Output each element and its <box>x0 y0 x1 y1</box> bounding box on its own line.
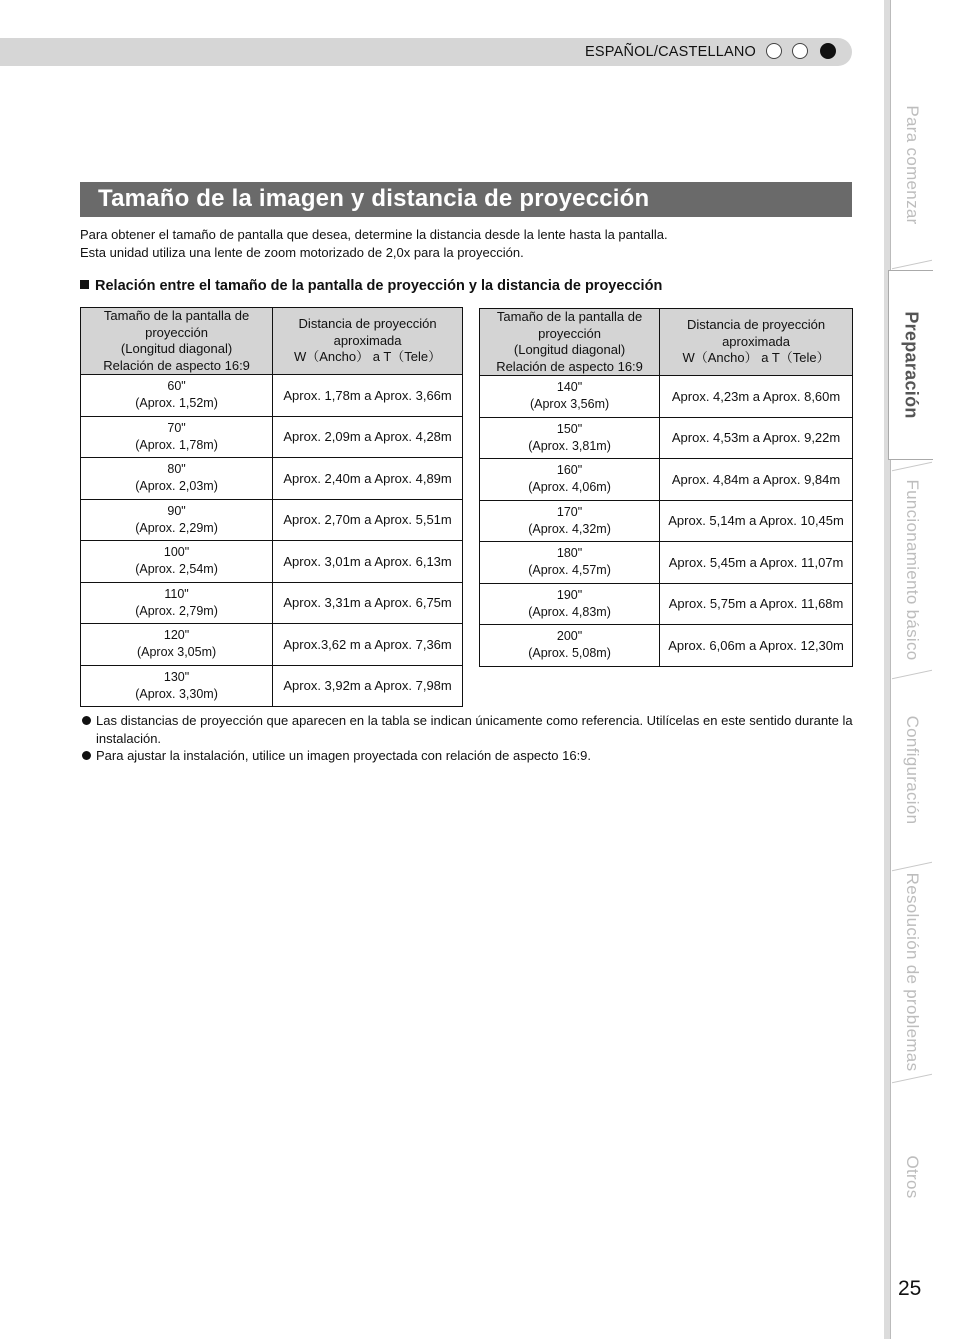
table-row <box>81 624 463 666</box>
header-line: (Longitud diagonal) <box>513 342 626 357</box>
tab-separator <box>892 260 932 270</box>
header-line: proyección <box>145 324 208 340</box>
size-value: 90" <box>167 503 186 518</box>
size-value: 80" <box>167 462 186 477</box>
header-line: proyección <box>538 325 601 341</box>
language-indicator-active-icon <box>820 43 836 59</box>
language-indicator-1-icon <box>766 43 782 59</box>
subheading <box>80 278 662 294</box>
size-cell <box>480 376 660 418</box>
size-metric: (Aprox. 2,79m) <box>135 603 218 618</box>
notes <box>80 712 860 765</box>
tab-separator <box>892 1074 932 1084</box>
size-metric: (Aprox. 4,32m) <box>528 521 611 536</box>
side-tab-funcionamiento-basico[interactable] <box>892 472 932 668</box>
table-row <box>81 458 463 500</box>
side-tab-label: Configuración <box>903 715 922 825</box>
size-value: 190" <box>556 587 583 602</box>
table-row <box>81 665 463 707</box>
header-line: Distancia de proyección <box>687 317 826 333</box>
size-cell <box>81 416 273 458</box>
distance-table-left <box>80 307 463 707</box>
size-value: 60" <box>167 379 186 394</box>
size-value: 140" <box>556 380 583 395</box>
table-row <box>480 376 853 418</box>
size-value: 120" <box>163 628 190 643</box>
bullet-icon <box>82 751 91 760</box>
size-metric: (Aprox. 5,08m) <box>528 646 611 661</box>
size-cell <box>81 458 273 500</box>
square-bullet-icon <box>80 280 89 289</box>
language-indicator-2-icon <box>792 43 808 59</box>
intro-line-2: Esta unidad utiliza una lente de zoom motorizado de 2,0x para la proyección. <box>80 245 524 260</box>
intro-line-1: Para obtener el tamaño de pantalla que desea, determine la distancia desde la lente hasta la pantalla. <box>80 227 668 242</box>
side-tab-label: Funcionamiento básico <box>903 479 922 661</box>
size-cell <box>480 542 660 584</box>
table-row <box>480 583 853 625</box>
page-title: Tamaño de la imagen y distancia de proyección <box>98 185 650 212</box>
column-header-distance <box>273 308 463 375</box>
distance-cell: Aprox. 3,31m a Aprox. 6,75m <box>273 582 463 624</box>
column-header-size <box>81 308 273 375</box>
distance-cell: Aprox. 2,70m a Aprox. 5,51m <box>273 499 463 541</box>
header-line: Distancia de proyección <box>298 316 437 332</box>
size-cell <box>480 625 660 667</box>
size-metric: (Aprox. 1,52m) <box>135 396 218 411</box>
size-cell <box>81 624 273 666</box>
size-cell <box>81 375 273 417</box>
bullet-icon <box>82 716 91 725</box>
page-number: 25 <box>898 1277 922 1300</box>
size-cell <box>480 417 660 459</box>
header-line: Tamaño de la pantalla de <box>103 308 250 323</box>
size-cell <box>480 583 660 625</box>
distance-cell: Aprox. 6,06m a Aprox. 12,30m <box>660 625 853 667</box>
note-item <box>80 747 860 765</box>
header-line: Relación de aspecto 16:9 <box>496 358 643 374</box>
table-row <box>81 582 463 624</box>
size-value: 170" <box>556 504 583 519</box>
table-row <box>480 459 853 501</box>
tab-separator <box>892 462 932 472</box>
size-metric: (Aprox. 4,57m) <box>528 563 611 578</box>
header-line: Relación de aspecto 16:9 <box>103 357 250 373</box>
size-value: 70" <box>167 420 186 435</box>
size-value: 160" <box>556 463 583 478</box>
side-tab-configuracion[interactable] <box>892 680 932 860</box>
distance-cell: Aprox. 5,14m a Aprox. 10,45m <box>660 500 853 542</box>
size-value: 150" <box>556 421 583 436</box>
column-header-distance <box>660 309 853 376</box>
size-cell <box>81 499 273 541</box>
size-cell <box>81 541 273 583</box>
size-value: 110" <box>164 586 189 601</box>
distance-cell: Aprox. 4,23m a Aprox. 8,60m <box>660 376 853 418</box>
table-row <box>480 417 853 459</box>
side-tab-label: Otros <box>903 1155 922 1199</box>
side-tab-resolucion-de-problemas[interactable] <box>892 872 932 1072</box>
size-value: 100" <box>163 545 190 560</box>
distance-table-right <box>479 308 853 667</box>
size-metric: (Aprox. 4,83m) <box>528 604 611 619</box>
side-tab-label: Resolución de problemas <box>903 872 922 1072</box>
language-label: ESPAÑOL/CASTELLANO <box>585 44 756 60</box>
table-row <box>480 542 853 584</box>
distance-cell: Aprox. 4,53m a Aprox. 9,22m <box>660 417 853 459</box>
language-bar <box>0 38 852 66</box>
size-metric: (Aprox. 2,54m) <box>135 562 218 577</box>
size-metric: (Aprox. 3,30m) <box>135 686 218 701</box>
size-metric: (Aprox 3,56m) <box>529 397 610 412</box>
size-cell <box>480 500 660 542</box>
table-row <box>81 375 463 417</box>
header-line: aproximada <box>333 332 402 348</box>
side-tab-label: Para comenzar <box>903 105 922 225</box>
table-row <box>480 500 853 542</box>
size-metric: (Aprox. 4,06m) <box>528 480 611 495</box>
size-cell <box>81 665 273 707</box>
header-line: W（Ancho） a T（Tele） <box>682 350 830 366</box>
table-row <box>480 625 853 667</box>
table-row <box>81 499 463 541</box>
table-row <box>81 416 463 458</box>
distance-cell: Aprox. 2,40m a Aprox. 4,89m <box>273 458 463 500</box>
distance-cell: Aprox. 5,45m a Aprox. 11,07m <box>660 542 853 584</box>
distance-cell: Aprox. 5,75m a Aprox. 11,68m <box>660 583 853 625</box>
note-text: Para ajustar la instalación, utilice un imagen proyectada con relación de aspecto 16:9. <box>96 748 592 763</box>
distance-cell: Aprox. 3,92m a Aprox. 7,98m <box>273 665 463 707</box>
side-tabs <box>884 0 954 1339</box>
tab-separator <box>892 670 932 680</box>
size-cell <box>81 582 273 624</box>
header-line: (Longitud diagonal) <box>120 341 233 356</box>
distance-cell: Aprox. 2,09m a Aprox. 4,28m <box>273 416 463 458</box>
size-metric: (Aprox. 2,29m) <box>135 520 218 535</box>
table-row <box>81 541 463 583</box>
size-metric: (Aprox 3,05m) <box>136 645 217 660</box>
column-header-size <box>480 309 660 376</box>
distance-cell: Aprox. 3,01m a Aprox. 6,13m <box>273 541 463 583</box>
header-line: Tamaño de la pantalla de <box>496 309 643 324</box>
size-cell <box>480 459 660 501</box>
intro-text <box>80 226 840 262</box>
size-value: 200" <box>556 629 583 644</box>
distance-cell: Aprox. 4,84m a Aprox. 9,84m <box>660 459 853 501</box>
subheading-text: Relación entre el tamaño de la pantalla de proyección y la distancia de proyección <box>95 278 663 294</box>
note-text: Las distancias de proyección que aparecen en la tabla se indican únicamente como referencia. Utilícelas en este sentido durante la instalación. <box>96 713 853 746</box>
distance-cell: Aprox. 1,78m a Aprox. 3,66m <box>273 375 463 417</box>
side-tab-otros[interactable] <box>892 1084 932 1270</box>
header-line: aproximada <box>722 333 791 349</box>
section-title-bar <box>80 182 852 217</box>
side-tab-preparacion[interactable] <box>888 270 933 460</box>
side-rail-line <box>890 0 891 1339</box>
side-tab-para-comenzar[interactable] <box>892 70 932 260</box>
size-value: 130" <box>163 669 190 684</box>
side-tab-label: Preparación <box>901 311 922 419</box>
distance-cell: Aprox.3,62 m a Aprox. 7,36m <box>273 624 463 666</box>
size-metric: (Aprox. 3,81m) <box>528 438 611 453</box>
size-metric: (Aprox. 1,78m) <box>135 437 218 452</box>
size-value: 180" <box>556 546 583 561</box>
header-line: W（Ancho） a T（Tele） <box>293 349 442 365</box>
note-item <box>80 712 860 747</box>
size-metric: (Aprox. 2,03m) <box>135 479 218 494</box>
tab-separator <box>892 862 932 872</box>
